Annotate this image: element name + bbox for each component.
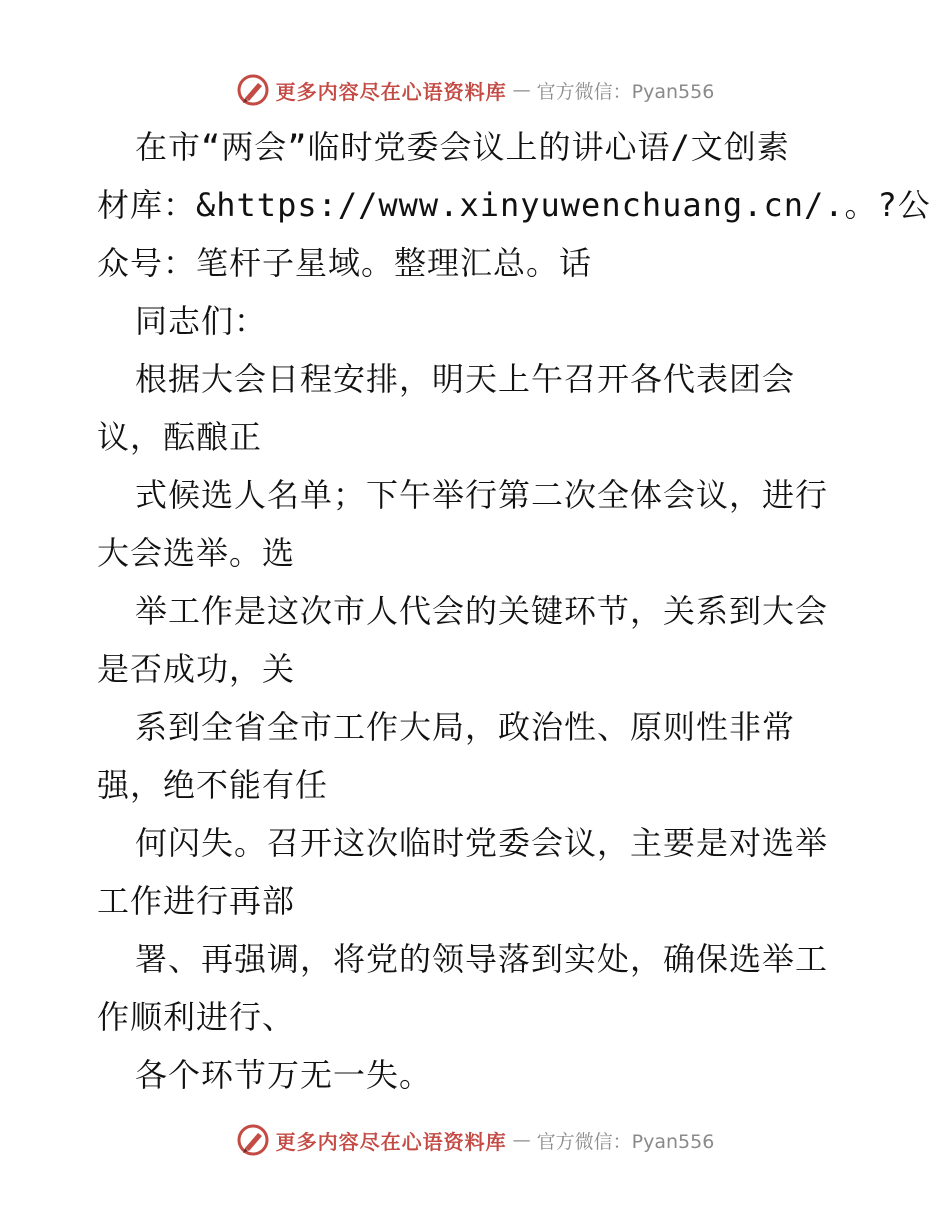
text-line: 各个环节万无一失。 xyxy=(135,1056,433,1094)
text-line: 式候选人名单；下午举行第二次全体会议，进行 xyxy=(135,476,829,514)
text-line: 工作进行再部 xyxy=(97,882,296,920)
text-line: 系到全省全市工作大局，政治性、原则性非常 xyxy=(135,708,796,746)
text-line: 众号：笔杆子星域。整理汇总。话 xyxy=(97,244,593,282)
banner-contact: 官方微信：Pyan556 xyxy=(536,80,715,103)
text-line: 是否成功，关 xyxy=(97,650,296,688)
text-line: 作顺利进行、 xyxy=(97,998,296,1036)
text-line: 材库：&https://www.xinyuwenchuang.cn/.。?公 xyxy=(97,186,931,224)
banner-title: 更多内容尽在心语资料库 xyxy=(275,1129,507,1154)
banner-title: 更多内容尽在心语资料库 xyxy=(275,79,507,104)
document-body xyxy=(97,118,931,1104)
footer-banner xyxy=(0,1120,950,1160)
banner-separator: — xyxy=(512,1129,531,1151)
text-line: 根据大会日程安排，明天上午召开各代表团会 xyxy=(135,360,796,398)
text-line: 署、再强调，将党的领导落到实处，确保选举工 xyxy=(135,940,829,978)
header-banner xyxy=(0,70,950,110)
text-line: 大会选举。选 xyxy=(97,534,296,572)
text-line: 议，酝酿正 xyxy=(97,418,263,456)
banner-contact: 官方微信：Pyan556 xyxy=(536,1130,715,1153)
pen-logo-icon xyxy=(236,73,270,107)
salutation-line: 同志们： xyxy=(135,302,268,340)
text-line: 在市“两会”临时党委会议上的讲心语/文创素 xyxy=(135,128,790,166)
text-line: 举工作是这次市人代会的关键环节，关系到大会 xyxy=(135,592,829,630)
text-line: 何闪失。召开这次临时党委会议，主要是对选举 xyxy=(135,824,829,862)
pen-logo-icon xyxy=(236,1123,270,1157)
text-line: 强，绝不能有任 xyxy=(97,766,329,804)
banner-separator: — xyxy=(512,79,531,101)
